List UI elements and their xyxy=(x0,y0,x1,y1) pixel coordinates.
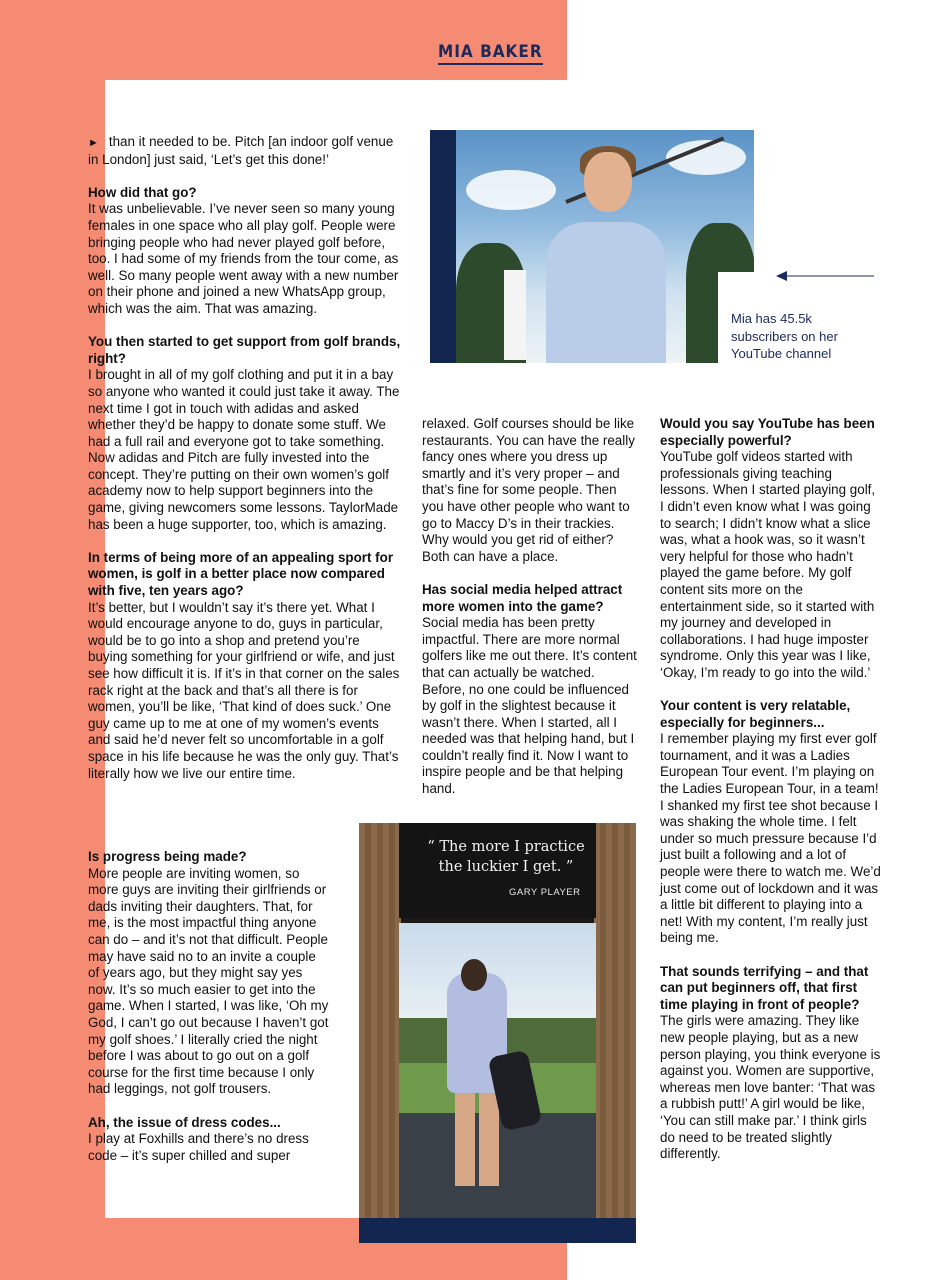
question: That sounds terrifying – and that can put beginners off, that first time playing in front of people? xyxy=(660,963,869,1012)
cloud xyxy=(466,170,556,210)
photo-navy-strip xyxy=(359,1218,636,1243)
right-column xyxy=(660,416,882,1179)
answer: I brought in all of my golf clothing and put it in a bay so anyone who wanted it could just take it away. The next time I got in touch with adidas and asked whether they’d be happy to donate some stuff. We had a full rail and everyone got to take something. Now adidas and Pitch are fully invested into the concept. They’re putting on their own women’s golf academy now to help support beginners into the game, giving newcomers some lessons. TaylorMade has been a huge supporter, too, which is amazing. xyxy=(88,367,400,532)
mia-portrait-photo xyxy=(430,130,754,363)
question: Would you say YouTube has been especially powerful? xyxy=(660,416,875,448)
person-face xyxy=(584,152,632,212)
continue-arrow-icon: ► xyxy=(88,137,99,149)
question: In terms of being more of an appealing sport for women, is golf in a better place now compared with five, ten years ago? xyxy=(88,549,394,599)
middle-column xyxy=(422,416,640,814)
answer: It was unbelievable. I’ve never seen so many young females in one space who all play golf. People were bringing people who had never played golf before, too. I had some of my friends from the tour come, as well. So many people went away with a new number on their phone and joined a new WhatsApp group, which was the aim. That was amazing. xyxy=(88,201,399,316)
question: Ah, the issue of dress codes... xyxy=(88,1114,281,1130)
towel xyxy=(504,270,526,360)
article-header-name: MIA BAKER xyxy=(438,42,543,65)
driving-range-photo xyxy=(359,823,636,1243)
photo-caption: Mia has 45.5k subscribers on her YouTube channel xyxy=(731,311,838,361)
caption-arrow-icon xyxy=(776,270,874,282)
answer: I remember playing my first ever golf tournament, and it was a Ladies European Tour event. I’m playing on the Ladies European Tour, in a team! I shanked my first tee shot because I was shaking the whole time. I felt under so much pressure because I’d just built a following and a lot of people were there to watch me. We’d just come out of lockdown and it was a little bit different to playing into a net! With my content, I’m really just being me. xyxy=(660,731,881,946)
photo-sky xyxy=(456,130,754,363)
paragraph: than it needed to be. Pitch [an indoor golf venue in London] just said, ‘Let’s get this done!’ xyxy=(88,134,394,167)
wood-wall-right xyxy=(594,823,636,1218)
golfer-legs xyxy=(455,1091,499,1186)
question: Has social media helped attract more women into the game? xyxy=(422,581,623,614)
left-column xyxy=(88,134,401,799)
answer: relaxed. Golf courses should be like restaurants. You can have the really fancy ones where you dress up smartly and it’s very proper – and that’s fine for some people. Then you have other people who want to go to Maccy D’s in their trackies. Why would you get rid of either? Both can have a place. xyxy=(422,416,635,564)
person-sweater xyxy=(546,222,666,363)
wood-wall-left xyxy=(359,823,401,1218)
question: How did that go? xyxy=(88,184,197,200)
answer: It’s better, but I wouldn’t say it’s there yet. What I would encourage anyone to do, guys in particular, would be to go into a shop and pretend you’re buying something for your girlfriend or wife, and just see how difficult it is. If it’s in that corner on the sales rack right at the back and that’s all there is for women, you’ll be like, ‘That kind of does suck.’ One guy came up to me at one of my women’s events and said he’d never felt so uncomfortable in a golf space in his life because he was the only guy. That’s literally how we live our entire time. xyxy=(88,599,400,781)
question: You then started to get support from golf brands, right? xyxy=(88,334,401,366)
answer: YouTube golf videos started with professionals giving teaching lessons. When I started playing golf, I didn’t even know what I was going to search; I didn’t know what a slice was, what a hook was, so it wasn’t very helpful for those who hadn’t played the game before. My golf content sits more on the entertainment side, so it started with my journey and developed in collaborations. I had huge imposter syndrome. Only this year was I like, ‘Okay, I’m ready to go into the wild.’ xyxy=(660,449,876,680)
left-column-lower xyxy=(88,849,330,1181)
golfer-head xyxy=(461,959,487,991)
answer: More people are inviting women, so more guys are inviting their girlfriends or dads inviting their daughters. That, for me, is the most impactful thing anyone can do – and it’s not that difficult. People may have said no to an invite a couple of years ago, but they might say yes now. It’s so much easier to get into the game. When I started, I was like, ‘Oh my God, I can’t go out because I haven’t got my golf shoes.’ I literally cried the night before I was about to go out on a golf course for the first time because I only had leggings, not golf trousers. xyxy=(88,865,329,1097)
answer: I play at Foxhills and there’s no dress code – it’s super chilled and super xyxy=(88,1131,309,1163)
question: Is progress being made? xyxy=(88,849,247,864)
photo-navy-strip xyxy=(430,130,456,363)
sign-quote: “ The more I practice the luckier I get. ” xyxy=(427,839,585,875)
question: Your content is very relatable, especially for beginners... xyxy=(660,698,851,730)
sign-quote-attribution: GARY PLAYER xyxy=(509,887,581,898)
answer: The girls were amazing. They like new people playing, but as a new person playing, you think everyone is against you. Women are supportive, whereas men love banter: ‘That was a rubbish putt!’ A girl would be like, ‘You can still make par.’ I think girls do need to be treated slightly differently. xyxy=(660,1013,881,1162)
answer: Social media has been pretty impactful. There are more normal golfers like me out there. It’s content that can actually be watched. Before, no one could be influenced by golf in the slightest because it wasn’t there. When I started, all I needed was that helping hand, but I couldn’t really find it. Now I want to inspire people and be that helping hand. xyxy=(422,615,637,797)
